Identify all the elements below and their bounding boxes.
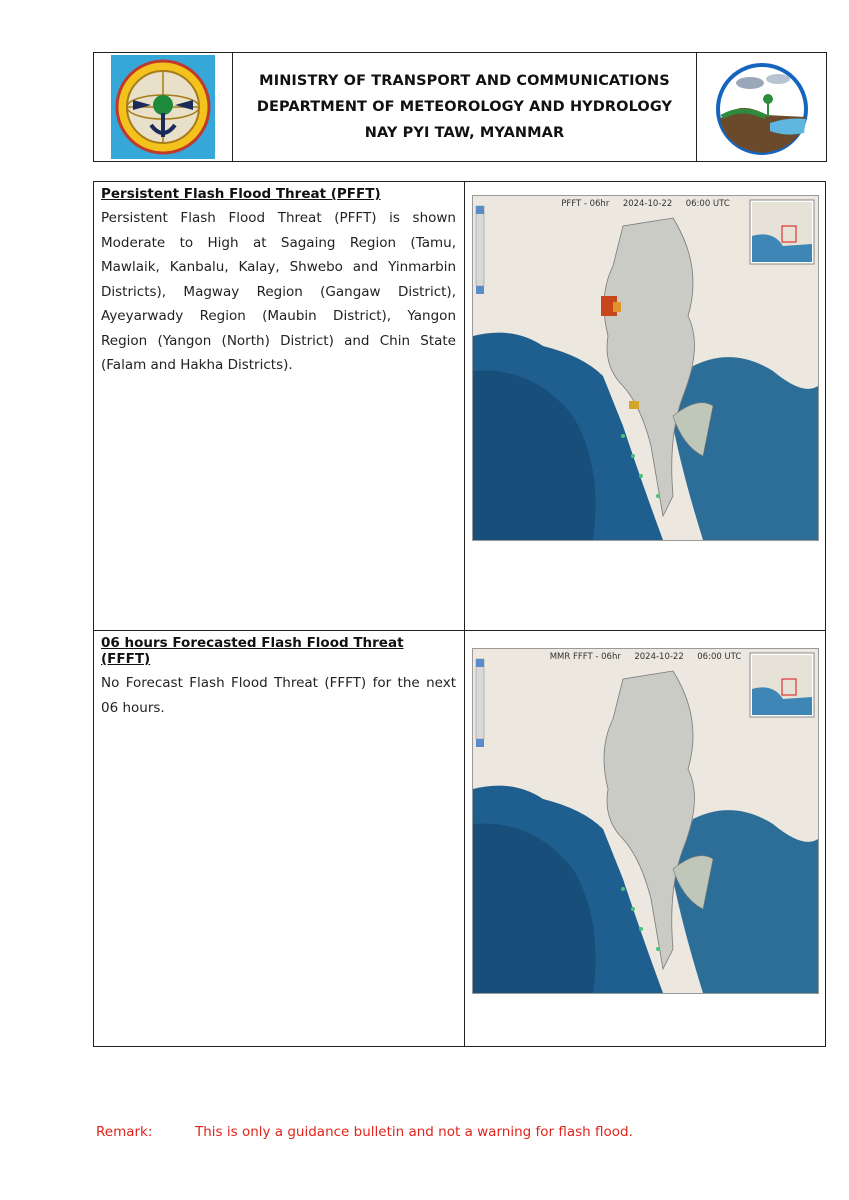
location-name: NAY PYI TAW, MYANMAR [364, 125, 565, 141]
ffft-map[interactable] [472, 648, 819, 994]
pfft-row [94, 182, 825, 631]
ffft-description: No Forecast Flash Flood Threat (FFFT) for the next 06 hours. [101, 675, 456, 716]
ministry-emblem-icon [111, 55, 215, 159]
pfft-title: Persistent Flash Flood Threat (PFFT) [101, 186, 381, 202]
ministry-logo [94, 53, 233, 161]
ffft-row [94, 631, 825, 1046]
ffft-map-image [473, 649, 818, 993]
ffft-map-title: MMR FFFT - 06hr 2024-10-22 06:00 UTC [549, 652, 742, 662]
content-table [93, 181, 826, 1047]
pfft-text-cell [94, 182, 465, 630]
remark-label: Remark: [96, 1124, 153, 1140]
pfft-map[interactable] [472, 195, 819, 541]
ffft-title: 06 hours Forecasted Flash Flood Threat (FFFT) [101, 635, 404, 667]
ffft-text-cell [94, 631, 465, 1046]
department-logo [696, 53, 826, 161]
pfft-map-image [473, 196, 818, 540]
pfft-description: Persistent Flash Flood Threat (PFFT) is shown Moderate to High at Sagaing Region (Tamu, Mawlaik, Kanbalu, Kalay, Shwebo and Yinmarbin Districts), Magway Region (Gangaw District), Ayeyarwady Region (Maubin District), Yangon Region (Yangon (North) District) and Chin State (Falam and Hakha Districts). [101, 210, 456, 373]
ffft-map-cell [465, 631, 825, 1046]
ministry-name: MINISTRY OF TRANSPORT AND COMMUNICATIONS [259, 73, 670, 89]
department-name: DEPARTMENT OF METEOROLOGY AND HYDROLOGY [256, 99, 673, 115]
pfft-map-cell [465, 182, 825, 630]
remark-line [96, 1124, 633, 1140]
header-titles [233, 53, 696, 161]
header-table [93, 52, 827, 162]
pfft-map-title: PFFT - 06hr 2024-10-22 06:00 UTC [561, 199, 730, 209]
remark-text: This is only a guidance bulletin and not a warning for flash flood. [195, 1124, 633, 1140]
hydrological-cycle-icon [710, 57, 814, 157]
